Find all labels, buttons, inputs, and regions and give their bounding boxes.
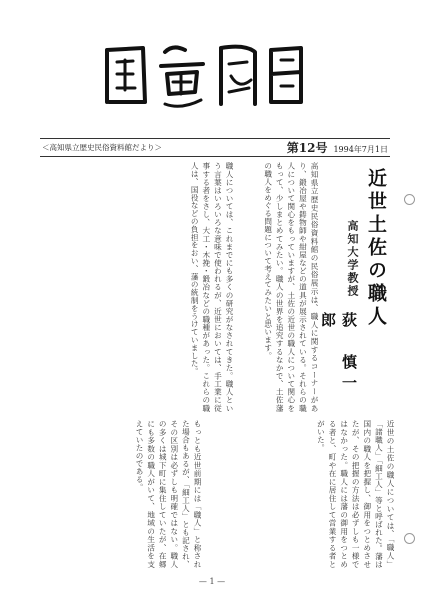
article-body-column-3: 近世の土佐の職人については、「職人」「諸職人」「細工人」等と呼ばれた。藩は国内の職人を把握し、御用をつとめさせたが、その把握の方法は必ずしも一様ではなかった。職人には藩の御用をつとめる者と、町や在に居住して営業する者とがいた。 [316, 420, 395, 568]
article-body-column-1: 高知県立歴史民俗資料館の民俗展示は、職人に関するコーナーがあり、鍛冶屋や鋳物師や紺屋などの道具が展示されている。それらの職人について関心をもっていますが、土佐の近世の職人について関心をもって、少しまとめてみたい。職人の世界を追究するなかで、土佐藩の職人をめぐる問題について考えてみたいと思います。 [263, 162, 319, 412]
article-title-block [319, 160, 394, 410]
publication-name: ＜高知県立歴史民俗資料館だより＞ [42, 143, 162, 152]
binder-hole-icon [404, 194, 415, 205]
article-body-column-4: もっとも近世前期には「職人」と称された場合もあるが、「細工人」とも記され、その区別は必ずしも明確ではない。職人の多くは城下町に集住していたが、在郷にも多数の職人がいて、地域の生活を支えていたのである。 [135, 420, 202, 568]
binder-hole-icon [404, 533, 415, 544]
newsletter-header-bar [40, 138, 390, 157]
issue-info [287, 139, 390, 156]
author-affiliation: 高知大学教授 [346, 220, 359, 298]
issue-number: 第12号 [286, 141, 328, 155]
page-number: — 1 — [198, 577, 226, 586]
article-body-column-2: 職人については、これまでにも多くの研究がなされてきた。職人という言葉はいろいろな意味で使われるが、近世においては、手工業に従事する者をさし、大工・木挽・鍛冶などの職種があった。これらの職人は、国役などの負担をおい、藩の統制をうけていました。 [190, 162, 234, 412]
masthead-calligraphy-logo [95, 30, 315, 120]
issue-date: 1994年7月1日 [333, 145, 388, 154]
article-title: 近世土佐の職人 [365, 168, 387, 329]
author-name: 荻 慎一郎 [319, 312, 358, 396]
